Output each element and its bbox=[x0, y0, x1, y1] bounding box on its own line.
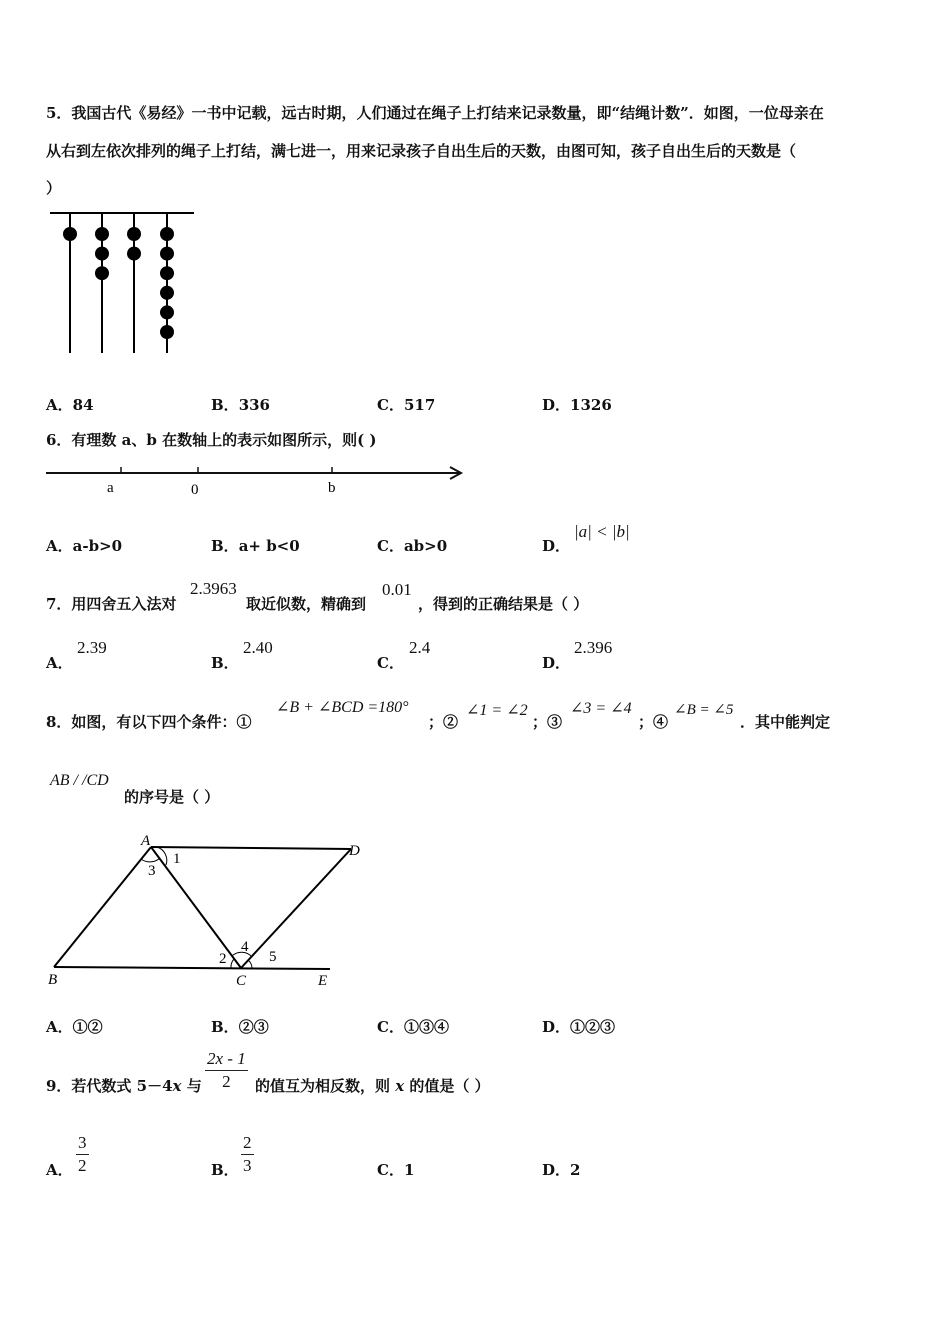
knot bbox=[160, 227, 174, 241]
number-line-figure bbox=[40, 460, 470, 500]
q9-stem-pre bbox=[46, 1075, 202, 1096]
q9-option-a-fraction bbox=[76, 1134, 89, 1175]
label-a: a bbox=[107, 480, 114, 496]
q7-option-b-value: 2.40 bbox=[243, 638, 273, 657]
knot bbox=[160, 325, 174, 339]
angle-label-3: 3 bbox=[148, 863, 156, 879]
q9-option-c[interactable] bbox=[377, 1159, 414, 1180]
knot bbox=[160, 266, 174, 280]
q8-condition-1: ∠B + ∠BCD =180° bbox=[276, 699, 409, 716]
q6-option-b[interactable] bbox=[211, 535, 300, 556]
segment-a-d bbox=[151, 847, 351, 849]
q8-option-b[interactable] bbox=[211, 1016, 269, 1037]
option-text: 84 bbox=[72, 396, 94, 414]
q9-variable-x: x bbox=[172, 1077, 182, 1095]
q8-option-a[interactable] bbox=[46, 1016, 103, 1037]
knot bbox=[63, 227, 77, 241]
q5-option-c[interactable] bbox=[377, 394, 435, 415]
q8-stem-post: ．其中能判定 bbox=[740, 713, 831, 731]
q5-stem-line1: 5．我国古代《易经》一书中记载，远古时期，人们通过在绳子上打结来记录数量，即“结绳计数”．如图，一位母亲在 bbox=[46, 104, 824, 122]
q8-stem-pre: 8．如图，有以下四个条件：① bbox=[46, 713, 252, 731]
option-letter: B． bbox=[211, 537, 239, 555]
vertex-label-e: E bbox=[318, 973, 328, 989]
option-text: ②③ bbox=[238, 1018, 269, 1036]
option-letter: C． bbox=[377, 654, 404, 672]
knot bbox=[95, 247, 109, 261]
segment-c-d bbox=[241, 849, 351, 968]
q8-sep-4: ；④ bbox=[638, 713, 669, 731]
q9-fraction bbox=[205, 1050, 248, 1091]
q9-post-text-1: 的值互为相反数，则 bbox=[255, 1077, 396, 1095]
q7-stem-mid: 取近似数，精确到 bbox=[246, 595, 367, 613]
angle-label-1: 1 bbox=[173, 851, 181, 867]
q6-option-d[interactable] bbox=[542, 535, 570, 556]
option-letter: C． bbox=[377, 1018, 404, 1036]
q9-pre-text: 9．若代数式 5－4 bbox=[46, 1077, 173, 1095]
q8-sep-2: ；② bbox=[428, 713, 459, 731]
line-b-e bbox=[54, 967, 330, 969]
parallelogram-figure bbox=[40, 825, 380, 995]
knot-rope-figure bbox=[40, 205, 210, 360]
q7-option-d[interactable] bbox=[542, 652, 570, 673]
q5-stem-line2: 从右到左依次排列的绳子上打结，满七进一，用来记录孩子自出生后的天数，由图可知，孩子自出生后的天数是（ bbox=[46, 142, 797, 160]
fraction-denominator: 2 bbox=[78, 1156, 87, 1175]
q7-option-a-value: 2.39 bbox=[77, 638, 107, 657]
q5-stem-line3: ） bbox=[46, 179, 62, 197]
option-text: a+ b<0 bbox=[238, 537, 300, 555]
option-letter: D． bbox=[542, 1161, 571, 1179]
option-text: ①③④ bbox=[403, 1018, 449, 1036]
option-letter: A． bbox=[46, 537, 73, 555]
segment-a-b bbox=[54, 847, 151, 967]
knot bbox=[95, 227, 109, 241]
option-letter: C． bbox=[377, 1161, 404, 1179]
q5-option-a[interactable] bbox=[46, 394, 94, 415]
knot bbox=[160, 247, 174, 261]
option-letter: A． bbox=[46, 654, 73, 672]
option-text: 336 bbox=[238, 396, 270, 414]
label-zero: 0 bbox=[191, 482, 199, 498]
option-text: ①② bbox=[72, 1018, 103, 1036]
q8-parallel-notation: AB / /CD bbox=[50, 772, 109, 789]
option-text: 1326 bbox=[570, 396, 612, 414]
q6-option-c[interactable] bbox=[377, 535, 447, 556]
option-letter: D． bbox=[542, 537, 571, 555]
option-letter: B． bbox=[211, 1161, 239, 1179]
angle-label-2: 2 bbox=[219, 951, 227, 967]
q7-option-d-value: 2.396 bbox=[574, 638, 613, 657]
q9-fraction-denominator: 2 bbox=[222, 1072, 231, 1091]
knot bbox=[160, 305, 174, 319]
fraction-numerator: 3 bbox=[76, 1134, 89, 1155]
option-text: 1 bbox=[403, 1161, 415, 1179]
option-text: ab>0 bbox=[403, 537, 448, 555]
q9-option-a[interactable] bbox=[46, 1159, 73, 1180]
fraction-denominator: 3 bbox=[243, 1156, 252, 1175]
knot bbox=[160, 286, 174, 300]
q7-option-b[interactable] bbox=[211, 652, 239, 673]
option-letter: A． bbox=[46, 1018, 73, 1036]
q9-option-b-fraction bbox=[241, 1134, 254, 1175]
q8-condition-3: ∠3 = ∠4 bbox=[570, 700, 632, 717]
option-text: a-b>0 bbox=[72, 537, 123, 555]
vertex-label-a: A bbox=[141, 833, 151, 849]
option-letter: D． bbox=[542, 396, 571, 414]
q9-option-d[interactable] bbox=[542, 1159, 580, 1180]
q7-option-c[interactable] bbox=[377, 652, 404, 673]
vertex-label-b: B bbox=[48, 972, 58, 988]
knot bbox=[127, 247, 141, 261]
q8-condition-2: ∠1 = ∠2 bbox=[466, 702, 528, 719]
q9-variable-x-2: x bbox=[395, 1077, 405, 1095]
q9-mid-text: 与 bbox=[181, 1077, 202, 1095]
q6-stem: 6．有理数 a、b 在数轴上的表示如图所示，则( ) bbox=[46, 431, 377, 449]
option-letter: A． bbox=[46, 396, 73, 414]
option-letter: B． bbox=[211, 396, 239, 414]
label-b: b bbox=[328, 480, 336, 496]
vertex-label-c: C bbox=[236, 973, 247, 989]
q8-stem-line2: 的序号是（ ） bbox=[124, 788, 220, 806]
angle-arc-5 bbox=[248, 960, 252, 968]
segment-a-c bbox=[151, 847, 241, 968]
knot bbox=[127, 227, 141, 241]
option-letter: C． bbox=[377, 537, 404, 555]
option-letter: A． bbox=[46, 1161, 73, 1179]
angle-arc-2 bbox=[231, 959, 234, 968]
q7-stem-post: ，得到的正确结果是（ ） bbox=[418, 595, 589, 613]
option-letter: D． bbox=[542, 1018, 571, 1036]
knot bbox=[95, 266, 109, 280]
option-text: 517 bbox=[403, 396, 436, 414]
option-text: ①②③ bbox=[570, 1018, 616, 1036]
vertex-label-d: D bbox=[349, 843, 360, 859]
q9-fraction-numerator: 2x - 1 bbox=[205, 1050, 248, 1071]
angle-label-4: 4 bbox=[241, 939, 249, 955]
option-letter: C． bbox=[377, 396, 404, 414]
q7-number: 2.3963 bbox=[190, 579, 237, 598]
q5-option-b[interactable] bbox=[211, 394, 270, 415]
q7-option-a[interactable] bbox=[46, 652, 73, 673]
option-text: 2 bbox=[570, 1161, 581, 1179]
q8-sep-3: ；③ bbox=[532, 713, 563, 731]
fraction-numerator: 2 bbox=[241, 1134, 254, 1155]
option-letter: B． bbox=[211, 1018, 239, 1036]
q6-option-a[interactable] bbox=[46, 535, 122, 556]
q7-option-c-value: 2.4 bbox=[409, 638, 431, 657]
q9-option-b[interactable] bbox=[211, 1159, 239, 1180]
q9-stem-post bbox=[255, 1075, 490, 1096]
q7-precision: 0.01 bbox=[382, 580, 412, 599]
angle-label-5: 5 bbox=[269, 949, 277, 965]
q7-stem-pre: 7．用四舍五入法对 bbox=[46, 595, 177, 613]
q5-option-d[interactable] bbox=[542, 394, 612, 415]
angle-arc-3 bbox=[141, 858, 160, 862]
q6-option-d-math: |a| < |b| bbox=[574, 522, 630, 541]
option-letter: B． bbox=[211, 654, 239, 672]
option-letter: D． bbox=[542, 654, 571, 672]
q8-condition-4: ∠B = ∠5 bbox=[674, 702, 734, 718]
q9-post-text-2: 的值是（ ） bbox=[404, 1077, 490, 1095]
q8-option-c[interactable] bbox=[377, 1016, 449, 1037]
q8-option-d[interactable] bbox=[542, 1016, 615, 1037]
